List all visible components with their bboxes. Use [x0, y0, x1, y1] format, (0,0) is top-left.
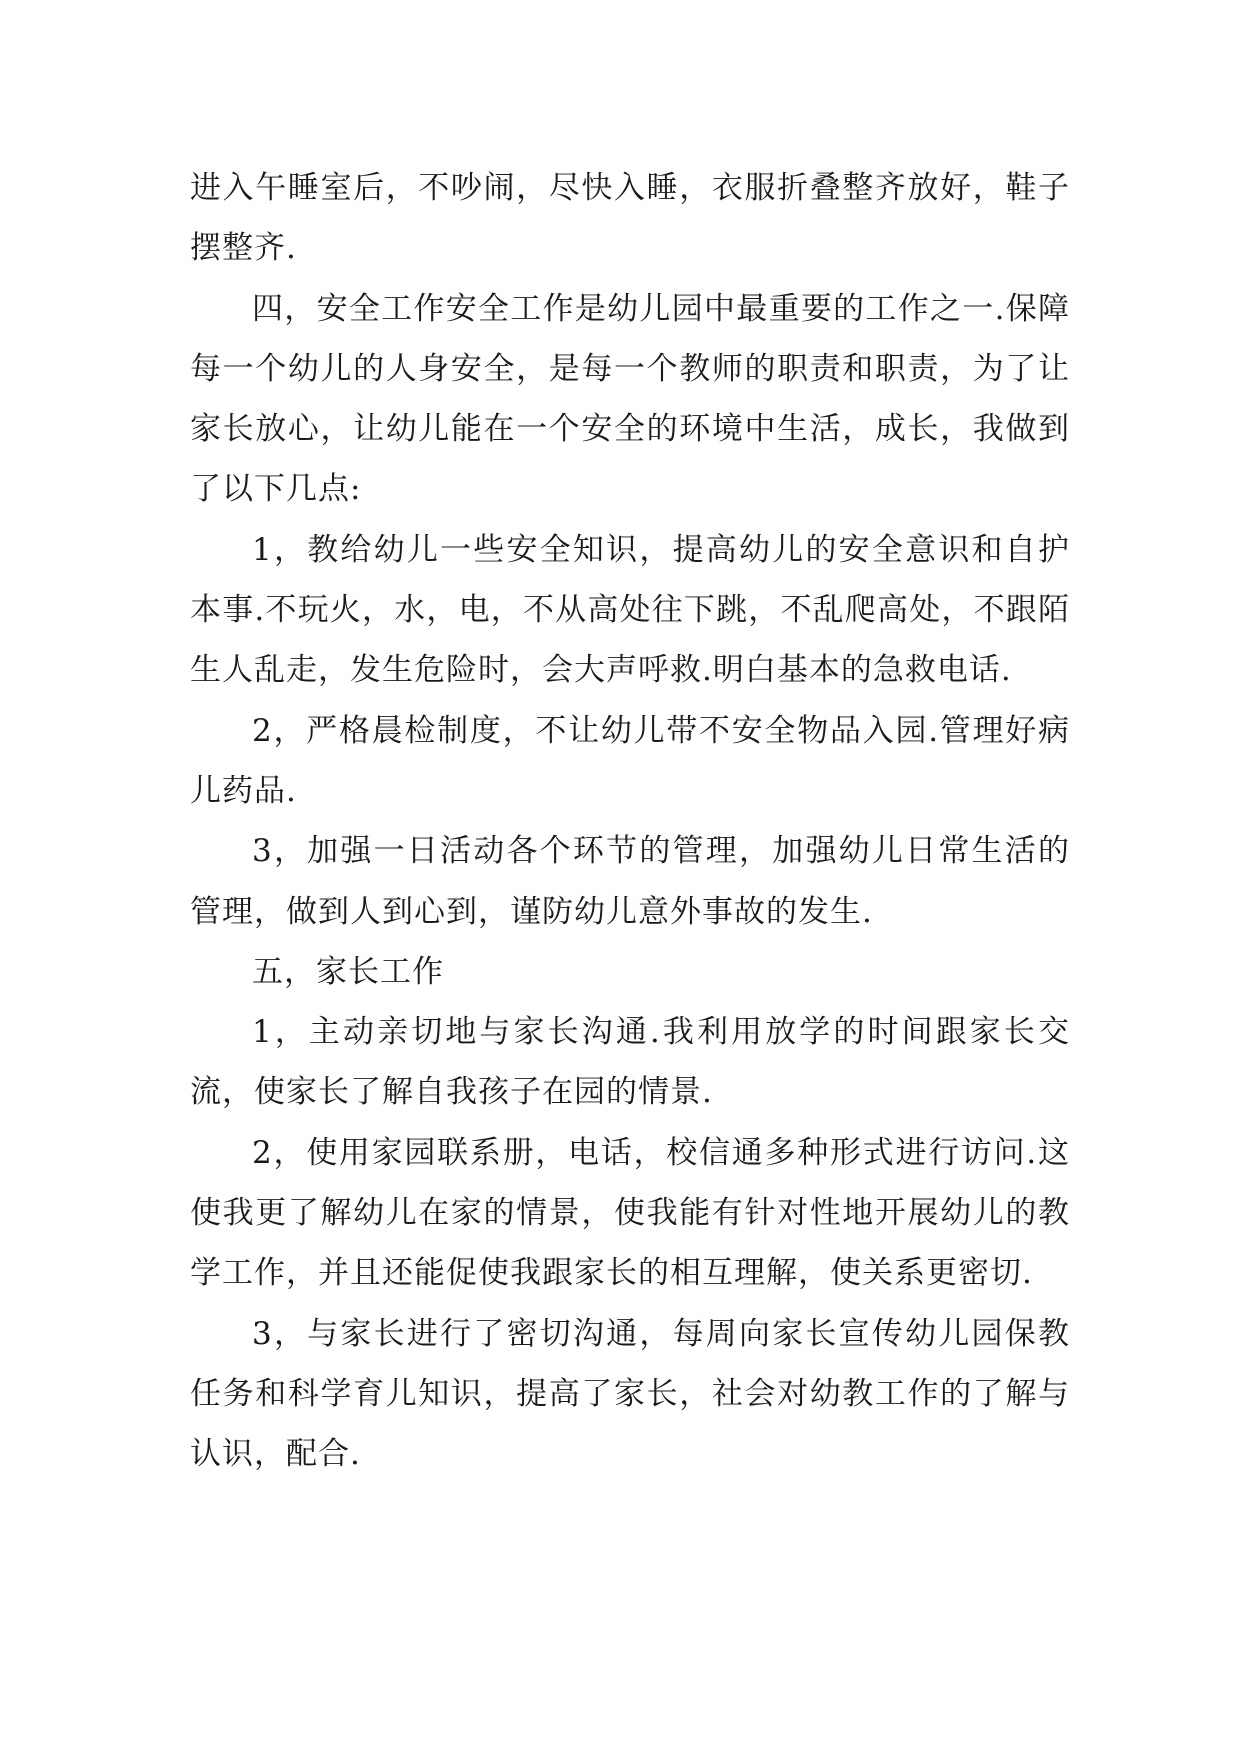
paragraph-parent-item-3: 3，与家长进行了密切沟通，每周向家长宣传幼儿园保教任务和科学育儿知识，提高了家长，社会对幼教工作的了解与认识，配合. — [190, 1315, 1070, 1473]
document-body — [190, 158, 1070, 1485]
paragraph-safety-item-2: 2，严格晨检制度，不让幼儿带不安全物品入园.管理好病儿药品. — [190, 712, 1070, 809]
paragraph-parent-item-2: 2，使用家园联系册，电话，校信通多种形式进行访问.这使我更了解幼儿在家的情景，使我能有针对性地开展幼儿的教学工作，并且还能促使我跟家长的相互理解，使关系更密切. — [190, 1134, 1070, 1292]
paragraph-section-5-heading: 五，家长工作 — [252, 953, 444, 990]
paragraph-safety-item-1: 1，教给幼儿一些安全知识，提高幼儿的安全意识和自护本事.不玩火，水，电，不从高处往下跳，不乱爬高处，不跟陌生人乱走，发生危险时，会大声呼救.明白基本的急救电话. — [190, 531, 1070, 689]
paragraph-safety-item-3: 3，加强一日活动各个环节的管理，加强幼儿日常生活的管理，做到人到心到，谨防幼儿意外事故的发生. — [190, 833, 1070, 930]
paragraph-parent-item-1: 1，主动亲切地与家长沟通.我利用放学的时间跟家长交流，使家长了解自我孩子在园的情景. — [190, 1014, 1070, 1111]
paragraph-continuation: 进入午睡室后，不吵闹，尽快入睡，衣服折叠整齐放好，鞋子摆整齐. — [190, 170, 1070, 267]
paragraph-section-4-safety: 四，安全工作安全工作是幼儿园中最重要的工作之一.保障每一个幼儿的人身安全，是每一个教师的职责和职责，为了让家长放心，让幼儿能在一个安全的环境中生活，成长，我做到了以下几点: — [190, 290, 1070, 508]
